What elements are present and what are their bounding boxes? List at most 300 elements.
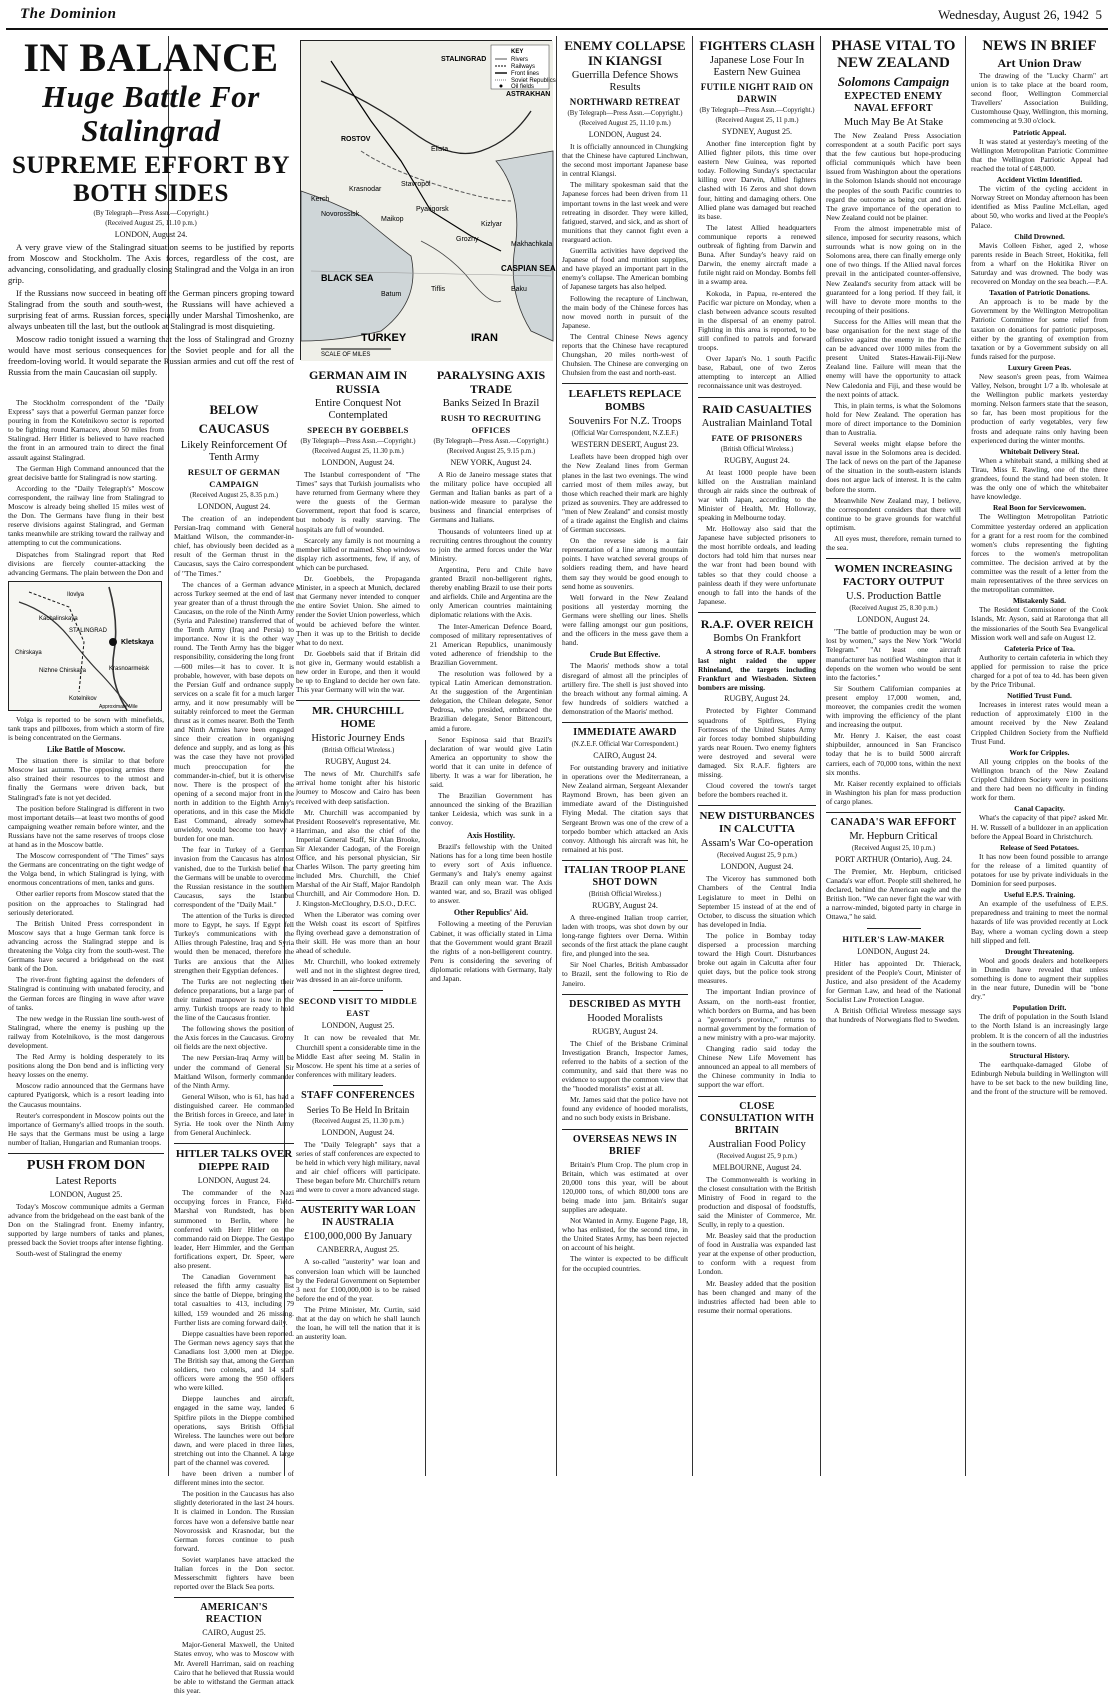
paragraph: The Maoris' methods show a total disregard of almost all the principles of artillery fire. The shell is just shoved into the breach without any formal aiming. A few hundreds of soldiers watched a demonstration of the Maoris' method. [562,661,688,716]
goebbels-column [296,366,420,1476]
raf-lead: A strong force of R.A.F. bombers last night raided the upper Rhineland, the targets including Frankfurt and Wiesbaden. Sixteen bombers are missing. [698,646,816,693]
paragraph: Moscow radio tonight issued a warning that the loss of Stalingrad and Grozny would have most serious consequences for the Soviet people and for all the freedom-loving world. It would separate the Russian armies and cut off the rest of Russia from the main Caucasian oil supply. [8,334,294,377]
paragraph: South-west of Stalingrad the enemy [16,1249,122,1259]
main-headline: Huge Battle For Stalingrad [42,79,260,148]
paragraph: Dieppe launches and aircraft, engaged in the same way, landed 6 Spitfire pilots in the Dieppe combined operations, says British Official Wireless. The launches were out before dawn, and were placed in three lines, stretching out into the Channel. A large part of the channel was covered. [174,1394,294,1467]
paragraph: A British Official Wireless message says that hundreds of Norwegians fled to Sweden. [826,1006,961,1025]
credit: (British Official Wireless.) [321,747,395,755]
caucasus-map [300,40,556,360]
brief-item [971,288,1108,361]
paragraph: The following shows the position of the Axis forces in the Caucasus. Grozny oil fields are the next objective. [174,1024,294,1052]
paragraph: Today's Moscow communique admits a German advance from the bridgehead on the east bank of the Don on the Stalingrad front. Enemy infantry, supported by large numbers of tanks and planes, pressed back the Soviet troops after intense fighting. [8,1202,164,1248]
dateline: PORT ARTHUR (Ontario), Aug. 24. [835,855,952,864]
paragraph: The Red Army is holding desperately to its positions along the Don bend and is inflicting very heavy losses on the enemy. [8,1052,164,1080]
brief-item-text: Authority to certain cafeteria in which they applied for permission to raise the price charged for a pot of tea to 4d. has been given by the Price Tribunal. [971,652,1108,690]
brief-item-text: The drawing of the "Lucky Charm" art union is to take place at the board room, second floor, Wellington Commercial Travellers' Association Building, Customhouse Quay, Wellington, this morning, commencing at 9.30 o'clock. [971,71,1108,126]
paragraph: The British United Press correspondent in Moscow says that a huge German tank force is advancing across the Stalingrad steppe and is threatening the Volga city from the south-west. The Germans have secured a bridgehead on the east bank of the Don. [8,918,164,974]
map-label: KEY [511,49,524,55]
brief-item-text: An example of the usefulness of E.P.S. preparedness and training to meet the normal hazards of life was provided recently at Lock Bay, where a woman cycling down a steep hill slipped and fell. [971,899,1108,945]
award-headline: IMMEDIATE AWARD [573,726,677,738]
hitler-headline: HITLER TALKS OVER DIEPPE RAID [175,1148,293,1174]
stalingrad-story-body [8,398,164,1476]
paragraph: The Canadian Government has released the fifth army casualty list since the battle of Dieppe, bringing the total casualties to 413, including 79 killed, 159 wounded and 26 missing. Further lists are coming forward daily. [174,1272,294,1327]
received-time: (Received August 25, 9 p.m.) [717,1152,797,1160]
brief-item-text: The Wellington Metropolitan Patriotic Committee yesterday ordered an application for a grant for a rest room for the combined women's clubs representing the fighting forces to the women's metropolitan committee. The decision arrived at by the committee was the result of a letter from the main representatives of the three services on the metropolitan committee. [971,512,1108,595]
caucasus-subhead2: RESULT OF GERMAN CAMPAIGN [187,467,281,489]
paragraph: Dispatches from Stalingrad report that Red divisions are fiercely counter-attacking the advancing Germans. The plain between the Don and [8,549,164,577]
paragraph: The New Zealand Press Association correspondent at a south Pacific port says that the few cautious but hope-producing official communiqués which have been issued from Washington about the operations in the Solomon Islands should not encourage the peoples of the south Pacific countries to regard the outcome as being cut and dried. The grave importance of the operation to New Zealand could not be plainer. [826,131,961,222]
brief-item-title: Cafeteria Price of Tea. [1004,643,1075,653]
goebbels-subhead: Entire Conquest Not Contemplated [314,398,402,421]
credit: (N.Z.E.F. Official War Correspondent.) [571,740,679,748]
brief-item-text: The victim of the cycling accident in Norway Street on Monday afternoon has been identified as Miss Pauline McLellan, aged about 50, who works and lived at the People's Palace. [971,184,1108,230]
paragraph: The resolution was followed by a typical Latin American demonstration. At the suggestion of the Argentinian delegation, the Chilean delegate, Senor Pedrosa, who presided, embraced the Brazilian delegate, Senor Bittencourt, amid a furore. [430,668,552,733]
map-label: Kletskaya [121,638,154,646]
paralysing-subhead2: RUSH TO RECRUITING OFFICES [440,413,542,435]
paragraph: Mr. Beasley added that the position has been changed and many of the industries affected had been able to resume their normal operations. [698,1278,816,1315]
push-subhead: Latest Reports [55,1176,117,1187]
dateline: RUGBY, August 24. [592,900,658,910]
dateline: LONDON, August 24. [321,1127,395,1137]
paragraph: Soviet warplanes have attacked the Italian forces in the Don sector. Messerschmitt fighters have been reported over the Black Sea ports. [174,1554,294,1592]
paragraph: This, in plain terms, is what the Solomons hold for New Zealand. The operation has more of direct importance to the Dominion than to Australia. [826,400,961,437]
fighters-headline: FIGHTERS CLASH [699,38,815,53]
paragraph: Sir Southern Californian companies at present employ 17,000 women, and, moreover, the companies credit the women with improving the efficiency of the plant and increasing the output. [826,683,961,730]
paragraph: The latest Allied headquarters communique reports a renewed outbreak of fighting from Darwin and Buna. After Sunday's heavy raid on Darwin, the enemy aircraft made a futile night raid on Monday. Bombs fell in a swamp area. [698,222,816,287]
paragraph: The situation there is similar to that before Moscow last autumn. The opposing armies there also strained their resources to the utmost and finally the Germans were driven back, but Stalingrad's fate is not yet decided. [8,756,164,802]
brief-item-text: Increases in interest rates would mean a reduction of approximately £100 in the amount received by the New Zealand Crippled Children Society from the Nuffield Trust Fund. [971,700,1108,746]
column-rule [556,36,557,1476]
dateline: RUGBY, August 24. [325,757,391,767]
brief-item [971,71,1108,126]
dateline: WESTERN DESERT, August 23. [571,440,679,450]
page-date [938,7,1102,23]
map-legend-entry: Oil fields [511,84,535,90]
dateline: RUGBY, August 24. [592,1026,658,1036]
casualties-subhead: Australian Mainland Total [701,417,813,429]
brief-item-title: Work for Cripples. [1009,747,1070,757]
map-label: STALINGRAD [441,56,487,63]
received-time: (Received August 25, 11.10 p.m.) [105,220,197,227]
paragraph: Thousands of volunteers lined up at recruiting centres throughout the country to join the armed forces under the War Ministry. [430,526,552,563]
received-time: (Received August 25, 8.35 p.m.) [189,492,279,499]
news-in-brief-column [971,36,1108,1476]
dateline: LONDON, August 24. [197,502,271,511]
section-subhead: Other Republics' Aid. [453,908,529,918]
map-label: Baku [511,286,527,293]
brief-item-title: Luxury Green Peas. [1007,362,1072,372]
goebbels-subhead2: SPEECH BY GOEBBELS [307,425,409,435]
column-rule [425,740,426,1476]
banner-headline: IN BALANCE [23,35,279,80]
paragraph: Dr. Goebbels said that if Britain did not give in, Germany would establish a new order in Europe, and then it would be up to England to decide her own fate. This year Germany will win the war. [296,648,420,695]
dateline: LONDON, August 24. [321,458,395,467]
paragraph: A very grave view of the Stalingrad situation seems to be justified by reports from Moscow and Stockholm. The Axis forces, regardless of the cost, are advancing, consolidating, and gradually closing Stalingrad and the Volga in an iron grip. [8,242,294,285]
dateline: LONDON, August 24. [857,946,930,956]
brief-item-title: Population Drift. [1012,1003,1067,1013]
dateline: LONDON, August 24. [114,230,188,239]
map-label: STALINGRAD [69,627,107,634]
paragraph: Major-General Maxwell, the United States envoy, who was to Moscow with Mr. Averell Harriman, said on reaching Cairo that he believed that Russia would be able to withstand the German attack this year. [174,1640,294,1695]
map-legend-entry: Rivers [511,57,529,63]
paragraph: The Istanbul correspondent of "The Times" says that Turkish journalists who have returned from Germany where they were the guests of the German Government, report that food is scarce, but nobody is really starving. The hospitals are full of wounded. [296,470,420,534]
map-legend-entry: Railways [511,64,536,70]
map-label: Maikop [381,216,404,223]
brief-item-title: Release of Seed Potatoes. [1000,842,1079,852]
map-label: Novorossisk [321,211,360,218]
credit: (By Telegraph—Press Assn.—Copyright.) [300,438,416,445]
map-label: Nizhne Chirskaya [39,667,87,674]
brief-item [971,363,1108,445]
paragraph: The new wedge in the Russian line south-west of Stalingrad, where the enemy is pushing up the railway from Kotelnikovo, is the most dangerous development. [8,1013,164,1050]
paragraph: The Brazilian Government has announced the sinking of the Brazilian tanker Leidesia, which was sunk in a convoy. [430,791,552,828]
received-time: (Received August 25, 11.10 p.m.) [579,120,671,127]
caucasus-story [174,398,295,1695]
brazil-column [430,366,552,1476]
brief-item [971,1051,1108,1096]
brief-item-title: Whitebait Delivery Steal. [999,446,1080,456]
credit: (British Official Wireless.) [720,445,794,453]
paragraph: The Premier, Mr. Hepburn, criticised Canada's war effort. People still sheltered, he declared, behind the American eagle and the British lion. "We can never fight the war with a narrow-minded, bigoted party in charge in Ottawa," he said. [826,867,961,922]
map-label: Ilovlya [67,591,85,598]
map-label: Approximate Mile [99,703,138,710]
pacific-column [698,36,816,1476]
paragraph: The position before Stalingrad is different in two most important details—at least two months of good campaigning weather remain before winter, and the Russians have not the same reserves of troops close at hand as in the Moscow battle. [8,803,164,849]
brief-item [971,947,1108,1002]
paragraph: Mr. Kaiser recently explained to officials in Washington his plan for mass production of cargo planes. [826,778,961,806]
brief-item [971,804,1108,840]
map-label: IRAN [471,332,498,344]
credit: (By Telegraph—Press Assn.—Copyright.) [699,107,815,114]
paragraph: A Rio de Janeiro message states that the military police have occupied all German and Italian banks as part of a nation-wide measure to paralyse the business and financial enterprises of Germans and Italians. [430,470,552,525]
staff-headline: STAFF CONFERENCES [301,1089,415,1101]
paragraph: The Commonwealth is working in the closest consultation with the British Ministry of Food in regard to the production and disposal of foodstuffs, said the Minister of Commerce, Mr. Scully, in reply to a question. [698,1174,816,1229]
date-text: Wednesday, August 26, 1942 [938,7,1089,22]
paragraph: have been driven a number of different mines into the sector. [174,1469,294,1488]
paragraph: Several weeks might elapse before the naval issue in the Solomons area is decided. The lack of news on the part of the Japanese of the situation in the south-eastern islands does not argue lack of interest. It is the calm before the storm. [826,439,961,494]
paragraph: The Moscow correspondent of "The Times" says the Germans are concentrating on the tight wedge of the Volga bend, in which Stalingrad is lying, with enormous concentrations of men, tanks and guns. [8,851,164,888]
dateline: MELBOURNE, August 24. [712,1162,802,1172]
paragraph: Following a meeting of the Peruvian Cabinet, it was officially stated in Lima that the Government would grant Brazil the rights of a non-belligerent country. Peru is considering the severing of diplomatic relations with Germany, Italy and Japan. [430,919,552,983]
churchill-subhead: Historic Journey Ends [311,733,405,745]
paralysing-headline: PARALYSING AXIS TRADE [436,368,546,396]
brief-item-text: Mavis Colleen Fisher, aged 2, whose parents reside in Beach Street, Hokitika, fell from a wharf on the Hokitika River on Saturday and was drowned. The body was recovered on Monday on the sea beach.—P.A. [971,240,1108,287]
map-label: Pyatigorsk [416,206,449,213]
dateline: RUGBY, August 24. [724,455,790,465]
raf-headline: R.A.F. OVER REICH [700,616,814,631]
credit: (By Telegraph—Press Assn.—Copyright.) [93,210,209,217]
brief-item-title: Accident Victim Identified. [996,175,1083,185]
paragraph: Well forward in the New Zealand positions all yesterday morning the Germans were shelling our lines. Shells were falling amongst our gun positions, and the officers in the mess gave them a hand. [562,592,688,648]
paragraph: Mr. Henry J. Kaiser, the east coast shipbuilder, announced in San Francisco today that he is to build 5000 aircraft carriers, each of 70,000 tons, within the next six months. [826,731,961,777]
column-rule [820,36,821,1476]
dateline: CAIRO, August 24. [593,750,657,760]
paragraph: All eyes must, therefore, remain turned to the sea. [826,534,961,553]
kiangsi-column [562,36,688,1476]
map-label: Kachalinskaya [39,615,78,622]
brief-item-title: Mistakenly Said. [1013,596,1066,606]
paragraph: Cloud covered the town's target before the bombers reached it. [698,781,816,800]
section-subhead: Axis Hostility. [466,830,515,840]
map-label: SCALE OF MILES [321,352,371,358]
dateline: RUGBY, August 24. [724,694,790,704]
received-time: (Received August 25, 8.30 p.m.) [849,605,938,613]
paragraph: The "Daily Telegraph" says that a series of staff conferences are expected to be held in which very high military, naval and air chief officers will participate. These began before Mr. Churchill's return and were to cover a more advanced stage. [296,1139,420,1195]
paragraph: A so-called "austerity" war loan and conversion loan which will be launched by the Federal Government on September 3 next for £100,000,000 is to be raised before the end of the year. [296,1257,420,1303]
paragraph: Dr. Goebbels, the Propaganda Minister, in a speech at Munich, declared that Germany never intended to conquer the entire Soviet Union. She aimed to render the Soviet Union powerless, which would be achieved before the winter. Then it was up to the British to decide what to do next. [296,574,420,647]
calcutta-headline: NEW DISTURBANCES IN CALCUTTA [699,810,815,836]
received-time: (Received August 25, 9 p.m.) [717,852,797,860]
second-visit-headline: SECOND VISIT TO MIDDLE EAST [298,996,418,1019]
calcutta-subhead: Assam's War Co-operation [700,838,814,850]
paragraph: Hitler has appointed Dr. Thierack, president of the People's Court, Minister of Justice, and also president of the Academy for German Law, and head of the National Socialist Law Protection League. [826,958,961,1004]
paragraph: Changing radio said today the Chinese New Life Movement has announced an appeal to all members of the Chinese community in India to support the war effort. [698,1044,816,1090]
brief-item-text: Wool and goods dealers and hotelkeepers in Dunedin have revealed that unless something is done to augment their supplies in the near future, Dunedin will be "bone dry." [971,955,1108,1002]
brief-item-title: Patriotic Appeal. [1012,127,1067,137]
paragraph: From the almost impenetrable mist of silence, imposed for security reasons, which surrounds what is now going on in the Solomons area, there can finally emerge only one of two things. If the Allied naval forces prevail in the anticipated counter-offensive, New Zealand's security from attack will be guaranteed for a long period. If they fail, it will have to devote more months to the recouping of their positions. [826,223,961,315]
brief-item-title: Structural History. [1009,1050,1070,1060]
phase-headline: PHASE VITAL TO NEW ZEALAND [831,38,956,71]
brief-item [971,447,1108,502]
paragraph: Volga is reported to be sown with minefields, tank traps and pillboxes, from which a storm of fire is being concentrated on the Germans. [8,714,164,742]
casualties-headline: RAID CASUALTIES [702,401,812,416]
paragraph: Scarcely any family is not mourning a member killed or maimed. Shop windows display rich assortments, few, if any, of which can be purchased. [296,535,420,572]
section-subhead: Like Battle of Moscow. [46,745,126,755]
myth-headline: DESCRIBED AS MYTH [569,998,681,1010]
kiangsi-subhead2: NORTHWARD RETREAT [569,97,681,107]
paragraph: The fear in Turkey of a German invasion from the Caucasus has almost vanished, due to the Turkish belief that the Germans will be unable to overcome the Russian resistance in the southern Caucasus, says the Istanbul correspondent of the "Daily Mail." [174,845,294,909]
paragraph: The Central Chinese News agency reports that the Chinese have recaptured Chungshan, 20 miles north-west of Chuhsien. The Chinese are converging on Chuhsien from the east and north-east. [562,331,688,378]
caucasus-headline: BELOW CAUCASUS [198,402,270,436]
paragraph: When the Liberator was coming over the Welsh coast its escort of Spitfires flying overhead gave a demonstration of their skill. He was more than an hour ahead of schedule. [296,909,420,956]
credit: (By Telegraph—Press Assn.—Copyright.) [567,110,683,117]
phase-subhead: Solomons Campaign [837,74,950,89]
loan-headline: AUSTERITY WAR LOAN IN AUSTRALIA [300,1205,416,1229]
paragraph: Reuter's correspondent in Moscow points out the importance of Germany's allied troops in the south. He says that the Germans must be using a large number of Italian, Hungarian and Rumanian troops. [8,1110,164,1147]
brief-item-text: The Resident Commissioner of the Cook Islands, Mr. Ayson, said at Rarotonga that all the missionaries of the South Sea Evangelical Mission work well and safe on August 12. [971,605,1108,642]
paragraph: Mr. Holloway also said that the Japanese have subjected prisoners to the most horrible ordeals, and leading doctors had told him that nurses near the war front had been bound with tables so that they could choose a painless death if they were unfortunate enough to fall into the hands of the Japanese. [698,524,816,606]
paragraph: The chances of a German advance across Turkey seemed at the end of last year greater than of a thrust through the Caucasus, on the role of the Ninth Army (Syria and Palestine) transferred that of the Tenth Army (Iraq and Persia) to importance. Now it is the other way round. The Tenth Army has the bigger responsibility, considering the long front—600 miles—it has to cover. It is probable, however, with base depots on the Persian Gulf and ordnance supply services on a scale fit for a much larger army, and it now presumably will be suitably reinforced to meet the German thrust as it comes nearer. Both the Tenth and Ninth Armies have been engaged since their creation in organising defence and supply, and as long as this was the case they have not provided much preoccupation for the commander-in-chief, but it is otherwise now. There is the prospect of the opening of a second major front in the north in addition to the Eighth Army's operations, and in this case the Middle East Command, already somewhat unwieldy, would become too heavy a burden for one man. [174,579,295,844]
map-legend-entry: Front lines [511,71,540,77]
credit: (By Telegraph—Press Assn.—Copyright.) [433,438,549,445]
brief-item-title: Canal Capacity. [1014,804,1065,814]
brief-item [971,843,1108,888]
dateline: LONDON, August 24. [197,1176,271,1186]
dateline: NEW YORK, August 24. [450,458,532,467]
map-label: ASTRAKHAN [506,91,551,98]
paragraph: The Inter-American Defence Board, composed of military representatives of 21 American Republics, unanimously voted adherence of friendship to the Brazilian Government. [430,621,552,667]
dateline: CAIRO, August 25. [202,1628,266,1638]
canada-subhead: Mr. Hepburn Critical [849,831,938,842]
map-label: Kerch [311,196,330,203]
paragraph: Protected by Fighter Command squadrons of Spitfires, Flying Fortresses of the United States Army air forces today bombed shipbuilding yards near Rouen. Two enemy fighters were destroyed and several were damaged. Six R.A.F. fighters are missing. [698,706,816,780]
phase-subhead3: Much May Be At Stake [843,117,944,128]
brief-item-text: The earthquake-damaged Globe of Edinburgh Nebula building in Wellington will have to be set back to the new building line, and the front of the structure will be removed. [971,1059,1108,1097]
brief-item-text: When a whitebait stand, a milking shed at Tirau, Miss E. Rawling, one of the three grandees, found the stand had been stolen. It was the only one of which the whitebaiter have knowledge. [971,455,1108,502]
column-rule [965,36,966,1476]
paragraph: Over Japan's No. 1 south Pacific base, Rabaul, one of two Zeros attempting to intercept an Allied reconnaissance unit was destroyed. [698,354,816,391]
women-headline: WOMEN INCREASING FACTORY OUTPUT [834,563,953,589]
push-dateline: LONDON, August 25. [49,1190,123,1199]
received-time: (Received August 25, 9.15 p.m.) [446,448,536,455]
paragraph: Meanwhile New Zealand may, I believe, the correspondent considers that there will continue to be grave grounds for watchful optimism. [826,495,961,532]
brief-item-title: Useful E.P.S. Training. [1003,890,1076,900]
paragraph: It can now be revealed that Mr. Churchill spent a considerable time in the Middle East after seeing M. Stalin in Moscow. He spent his time at a series of conferences with military leaders. [296,1033,420,1079]
paragraph: The German High Command announced that the great decisive battle for Stalingrad is now starting. [8,463,164,482]
dateline: LONDON, August 25. [321,1021,395,1031]
dateline: LONDON, August 24. [588,130,662,139]
paragraph: It is officially announced in Chungking that the Chinese have captured Linchwan, the second most important Japanese base in central Kiangsi. [562,142,688,179]
paragraph: Mr. Beasley said that the production of food in Australia was expanded last year at the expense of other production, to conform with a request from London. [698,1231,816,1277]
brief-item-title: Child Drowned. [1014,231,1065,241]
received-time: (Received August 25, 10 p.m.) [851,845,936,852]
paragraph: Moscow radio announced that the Germans have captured Pyatigorsk, which is a resort leading into the Caucasus mountains. [8,1081,164,1109]
staff-subhead: Series To Be Held In Britain [306,1104,410,1115]
kiangsi-subhead: Guerrilla Defence Shows Results [571,70,679,93]
paragraph: Other earlier reports from Moscow stated that the position on the approaches to Stalingrad had seriously deteriorated. [8,889,164,917]
stalingrad-story-head [8,36,294,396]
loan-subhead: £100,000,000 By January [304,1231,412,1243]
brief-item-text: All young cripples on the books of the Wellington branch of the New Zealand Crippled Children Society were in positions and there had been no difficulty in finding work for them. [971,756,1108,803]
consultation-subhead: Australian Food Policy [708,1138,806,1150]
map-label: ROSTOV [341,136,371,143]
column-rule [692,36,693,1476]
caucasus-subhead: Likely Reinforcement Of Tenth Army [180,440,288,463]
brief-headline: NEWS IN BRIEF [982,38,1097,54]
push-headline: PUSH FROM DON [26,1158,146,1173]
brief-item-title: Drought Threatening. [1005,946,1074,956]
brief-item-title: Taxation of Patriotic Donations. [989,288,1090,298]
paragraph: Britain's Plum Crop. The plum crop in Britain, which was estimated at over 20,000 tons this year, will be about 120,000 tons, of which 80,000 tons are being made into jam. Britain's sugar supplies are adequate. [562,1159,688,1214]
paragraph: For outstanding bravery and initiative in operations over the Mediterranean, a New Zealand airman, Sergeant Alexander Raymond Brown, has been given an immediate award of the Distinguished Flying Medal. The citation says that Sergeant Brown was one of the crew of a torpedo bomber which attacked an Axis convoy. Although his aircraft was hit, he remained at his post. [562,762,688,854]
fighters-subhead: Japanese Lose Four In Eastern New Guinea [709,55,805,78]
map-label: BLACK SEA [321,273,374,283]
consultation-headline: CLOSE CONSULTATION WITH BRITAIN [699,1100,815,1136]
troop-plane-headline: ITALIAN TROOP PLANE SHOT DOWN [564,864,686,888]
lawmaker-headline: HITLER'S LAW-MAKER [842,933,945,944]
paragraph: Another fine interception fight by Allied fighter pilots, this time over eastern New Guinea, was reported today. Following Sunday's spectacular killing over Darwin, Allied fighters clashed with 16 Zeros and shot down four, hitting and damaging others. One Allied plane was damaged but reached its base. [698,139,816,221]
dateline: SYDNEY, August 25. [721,127,793,136]
paragraph: Success for the Allies will mean that the base organisation for the next stage of the offensive against the enemy in the Pacific can be advanced over 1000 miles from the present United States-Hawaii-Fiji-New Zealand line. Failure will mean that the enemy will have the opportunity to attack New Caledonia and Fiji, and these would be the next points of attack. [826,316,961,399]
brief-item [971,503,1108,594]
map-label: Krasnoarmeisk [109,665,150,672]
myth-subhead: Hooded Moralists [587,1012,663,1024]
received-time: (Received August 25, 11 p.m.) [715,117,799,124]
paragraph: Mr. James said that the police have not found any evidence of hooded moralists, and no such body exists in Brisbane. [562,1095,688,1123]
paragraph: The news of Mr. Churchill's safe arrival home tonight after his historic journey to Moscow and Cairo has been received with deep satisfaction. [296,769,420,806]
overseas-headline: OVERSEAS NEWS IN BRIEF [572,1133,678,1157]
paragraph: Following the recapture of Linchwan, the main body of the Chinese forces has now moved north in pursuit of the Japanese. [562,293,688,330]
brief-item [971,175,1108,230]
paragraph: Kokoda, in Papua, re-entered the Pacific war picture on Monday, when a clash between advance scouts resulted in the dispersal of an enemy patrol. Fighting in this area is reported, to be still confined to patrols and forward troops. [698,288,816,353]
paragraph: On the reverse side is a fair representation of a line among mountain points. I have watched several groups of soldiers reading them, and have heard them say they would be good enough to send home as souvenirs. [562,536,688,591]
map-label: Makhachkala [511,241,553,248]
paragraph: Sir Noel Charles, British Ambassador to Brazil, sent the following to Rio de Janeiro. [562,960,688,988]
paragraph: Dieppe casualties have been reported. The German news agency says that the Canadians lost 3,000 men at Dieppe. The British say that, among the German soldiers, two colonels, and 14 staff officers were among the 950 officers who were killed. [174,1328,294,1393]
dateline: LONDON, August 24. [857,615,930,625]
map-label: Batum [381,291,402,298]
brief-item [971,644,1108,689]
brief-item-title: Notified Trust Fund. [1007,691,1072,701]
paper-name: The Dominion [20,6,117,22]
dateline: LONDON, August 24. [720,862,794,872]
paragraph: The police in Bombay today dispersed a procession marching toward the High Court. Disturbances broke out again in Calcutta after four quiet days, but the police took strong measures. [698,930,816,986]
american-headline: AMERICAN'S REACTION [200,1602,268,1626]
map-label: Kizlyar [481,221,503,228]
map-label: Chirskaya [15,649,42,656]
brief-item-text: It was stated at yesterday's meeting of the Wellington Metropolitan Patriotic Committee that the Wellington Patriotic Appeal had reached the total of £48,000. [971,136,1108,173]
solomons-column [826,36,961,1476]
brief-item-text: An approach is to be made by the Government by the Wellington Metropolitan Patriotic Committee for some relief from taxation on donations for patriotic purposes, either by the granting of exemption from taxation or by a Government subsidy on all funds raised for the purpose. [971,297,1108,361]
received-time: (Received August 25, 11.30 p.m.) [312,448,404,455]
stalingrad-inset-map [8,581,162,711]
paragraph: If the Russians now succeed in beating off the German pincers groping toward Stalingrad from the south and south-west, the Russians will have achieved a surprising feat of arms. Russian forces, specially under Marshal Timoshenko, are always unbeaten till the last, but the outlook at Stalingrad is most disquieting. [8,288,294,331]
canada-headline: CANADA'S WAR EFFORT [830,817,957,828]
paragraph: At least 1000 people have been killed on the Australian mainland through air raids since the outbreak of war with Japan, according to the Minister of Health, Mr. Holloway, speaking in Melbourne today. [698,467,816,522]
paralysing-subhead: Banks Seized In Brazil [442,398,540,409]
map-label: Kotelnikov [69,695,97,702]
paragraph: A three-engined Italian troop carrier, laden with troops, was shot down by our long-range fighters over Derna. Within seconds of the first attack the plane caught fire, and plunged into the sea. [562,912,688,959]
brief-item-title: Real Boon for Servicewomen. [992,503,1087,513]
raf-subhead: Bombs On Frankfort [713,632,801,644]
paragraph: According to the "Daily Telegraph's" Moscow correspondent, the railway line from Stalingrad to Moscow is already being shelled 15 miles west of the Don. The Germans have flung in their best reserve divisions against Stalingrad, and German tanks meanwhile are striking toward the railway and attempting to cut the communications. [8,483,164,548]
paragraph: Senor Espinosa said that Brazil's declaration of war would give Latin America an opportunity to show the world that it can unite in defence of liberty. It was a war for liberation, he said. [430,734,552,790]
paragraph: The military spokesman said that the Japanese forces had been driven from 11 important towns in the last week and were retreating in disorder. They were killed, fatigued, starved, and sick, and as short of munitions that they cannot fight even a rearguard action. [562,180,688,244]
fighters-subhead2: FUTILE NIGHT RAID ON DARWIN [700,82,814,104]
kiangsi-headline: ENEMY COLLAPSE IN KIANGSI [564,38,686,68]
map-label: CASPIAN SEA [501,264,556,273]
paragraph: The Prime Minister, Mr. Curtin, said that at the day on which he shall launch the loan, he will tell the nation that it is an austerity loan. [296,1304,420,1342]
paragraph: The Stockholm correspondent of the "Daily Express" says that a powerful German panzer force pouring in from the Kotelnikovo sector is reported to be fighting round Karnacev, about 50 miles from Stalingrad. Herr Hitler is believed to have reached the front in an armoured train to direct the final assault against Stalingrad. [8,398,164,462]
brief-item [971,691,1108,746]
paragraph: The important Indian province of Assam, on the north-east frontier, which borders on Burma, and has been a "governor's province," returns to normal government by the formation of a new ministry with a pro-war majority. [698,987,816,1042]
paragraph: Guerrilla activities have deprived the Japanese of food and munition supplies, and have played an important part in the enemy's collapse. The American bombing of Japanese targets has also helped. [562,246,688,292]
paragraph: Argentina, Peru and Chile have granted Brazil non-belligerent rights, thereby enabling Brazil to use their ports and airfields. Chile and Argentina are the only American countries maintaining diplomatic relations with the Axis. [430,564,552,620]
credit: (British Official Wireless.) [588,890,662,898]
paragraph: Mr. Churchill, who looked extremely well and not in the slightest degree tired, was dressed in an air-force uniform. [296,957,420,985]
paragraph: The position in the Caucasus has also slightly deteriorated in the last 24 hours. It is claimed in London. The Russian forces have won a defensive battle near Novorossisk and Krasnodar, but the German forces continue to push forward. [174,1489,294,1553]
map-legend-entry: Soviet Republics [511,78,556,84]
paragraph: Leaflets have been dropped high over the New Zealand lines from German planes in the last two evenings. The wind carried most of them miles away, but those which reached their mark are highly prized as souvenirs. They are addressed to "men of New Zealand" and consist mostly of a tirade against the English and claims of German successes. [562,452,688,535]
paragraph: The winter is expected to be difficult for the occupied countries. [562,1254,688,1273]
brief-item [971,1003,1108,1048]
brief-item-text: The drift of population in the South Island to the North Island is an increasingly large problem. It is the concern of all the industries in the southern towns. [971,1012,1108,1049]
leaflets-subhead: Souvenirs For N.Z. Troops [568,416,682,428]
paragraph: The Turks are not neglecting their defence preparations, but a large part of their trained manpower is now in the army. Turkish troops are ready to hold the line of the Caucasus frontier. [174,976,294,1023]
paragraph: The river-front fighting against the defenders of Stalingrad is continuing with unabated ferocity, and the German forces are flinging in wave after wave of tanks. [8,975,164,1012]
lead-paragraphs [8,242,294,378]
brief-item [971,890,1108,945]
leaflets-headline: LEAFLETS REPLACE BOMBS [568,388,682,414]
page-number: 5 [1095,7,1102,22]
brief-item [971,232,1108,287]
paragraph: The Chief of the Brisbane Criminal Investigation Branch, Inspector James, referred to the habits of a section of the community, and said that there was no evidence to support the common view that the "hooded moralists" exist at all. [562,1038,688,1094]
brief-item [971,128,1108,173]
brief-item-text: What's the capacity of that pipe? asked Mr. H. W. Russell of a bulldozer in an application before the Appeal Board in Christchurch. [971,813,1108,841]
women-subhead: U.S. Production Battle [845,591,942,603]
masthead [6,4,1108,30]
map-label: Elista [431,146,449,153]
casualties-subhead2: FATE OF PRISONERS [711,432,803,443]
paragraph: The attention of the Turks is directed more to Egypt, he says. If Egypt fell Turkey's communications with the Allies through Palestine, Iraq and Syria would then be menaced, therefore the Turks are anxious that the Allies strengthen their Egyptian defences. [174,911,294,975]
paragraph: Brazil's fellowship with the United Nations has for a long time been hostile to every sort of Axis influence. Germany's and Italy's enemy against Brazil can only mean war. The Axis wanted war, and so, Brazil was obliged to answer. [430,841,552,906]
map-label: Tiflis [431,286,446,293]
brief-item [971,596,1108,641]
brief-subhead: Art Union Draw [997,56,1082,70]
section-subhead: Crude But Effective. [589,650,661,660]
map-label: Stavropol [401,181,431,188]
paragraph: The creation of an independent Persian-Iraq command with General Maitland Wilson, the commander-in-chief, has obviously been decided as a result of the German thrust in the Caucasus, says the Cairo correspondent of "The Times." [174,514,294,578]
